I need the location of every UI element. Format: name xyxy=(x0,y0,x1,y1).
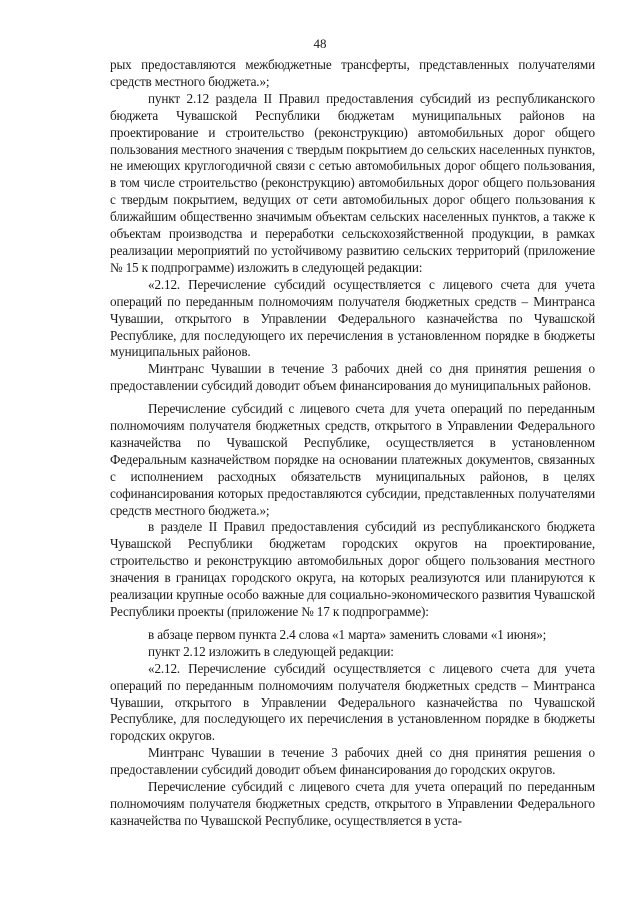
paragraph-amend-2-12-districts: пункт 2.12 раздела II Правил предоставления субсидий из республиканского бюджета Чувашской Республики бюджетам муниципальных районов на проектирование и строительство (реконструкцию) автомобильных дорог общего пользования местного значения с твердым покрытием до сельских населенных пунктов, не имеющих круглогодичной связи с сетью автомобильных дорог общего пользования, в том числе строительство (реконструкцию) автомобильных дорог общего пользования с твердым покрытием, ведущих от сети автомобильных дорог общего пользования к ближайшим общественно значимым объектам сельских населенных пунктов, а также к объектам производства и переработки сельскохозяйственной продукции, в рамках реализации мероприятий по устойчивому развитию сельских территорий (приложение № 15 к подпрограмме) изложить в следующей редакции: xyxy=(110,90,595,275)
paragraph-transfer-cities: Перечисление субсидий с лицевого счета для учета операций по переданным полномочиям получателя бюджетных средств, открытого в Управлении Федерального казначейства по Чувашской Республике, осуществляется в уста- xyxy=(110,779,595,828)
paragraph-transfer-districts: Перечисление субсидий с лицевого счета для учета операций по переданным полномочиям получателя бюджетных средств, открытого в Управлении Федерального казначейства по Чувашской Республике, осуществляется в установленном Федеральным казначейством порядке на основании платежных документов, связанных с исполнением расходных обязательств муниципальных районов, в целях софинансирования которых предоставляются субсидии, представленных получателями средств местного бюджета.»; xyxy=(110,401,595,518)
paragraph-amend-2-12-cities: пункт 2.12 изложить в следующей редакции: xyxy=(148,643,394,659)
document-body xyxy=(110,57,595,830)
paragraph-quote-2-12-districts: «2.12. Перечисление субсидий осуществляется с лицевого счета для учета операций по переданным полномочиям получателя бюджетных средств – Минтранса Чувашии, открытого в Управлении Федерального казначейства по Чувашской Республике, для последующего их перечисления в установленном порядке в бюджеты муниципальных районов. xyxy=(110,276,595,360)
paragraph-mintrans-districts: Минтранс Чувашии в течение 3 рабочих дней со дня принятия решения о предоставлении субсидий доводит объем финансирования до муниципальных районов. xyxy=(110,361,595,394)
paragraph-continuation: рых предоставляются межбюджетные трансферты, представленных получателями средств местного бюджета.»; xyxy=(110,57,595,89)
paragraph-amend-2-4: в абзаце первом пункта 2.4 слова «1 марта» заменить словами «1 июня»; xyxy=(148,626,547,642)
paragraph-mintrans-cities: Минтранс Чувашии в течение 3 рабочих дней со дня принятия решения о предоставлении субсидий доводит объем финансирования до городских округов. xyxy=(110,745,595,778)
paragraph-quote-2-12-cities: «2.12. Перечисление субсидий осуществляется с лицевого счета для учета операций по переданным полномочиям получателя бюджетных средств – Минтранса Чувашии, открытого в Управлении Федерального казначейства по Чувашской Республике, для последующего их перечисления в установленном порядке в бюджеты городских округов. xyxy=(110,660,595,744)
paragraph-section-ii-cities: в разделе II Правил предоставления субсидий из республиканского бюджета Чувашской Республики бюджетам городских округов на проектирование, строительство и реконструкцию автомобильных дорог общего пользования местного значения в границах городского округа, на которых реализуются или планируются к реализации крупные особо важные для социально-экономического развития Чувашской Республики проекты (приложение № 17 к подпрограмме): xyxy=(110,519,595,619)
page-number: 48 xyxy=(313,36,327,51)
